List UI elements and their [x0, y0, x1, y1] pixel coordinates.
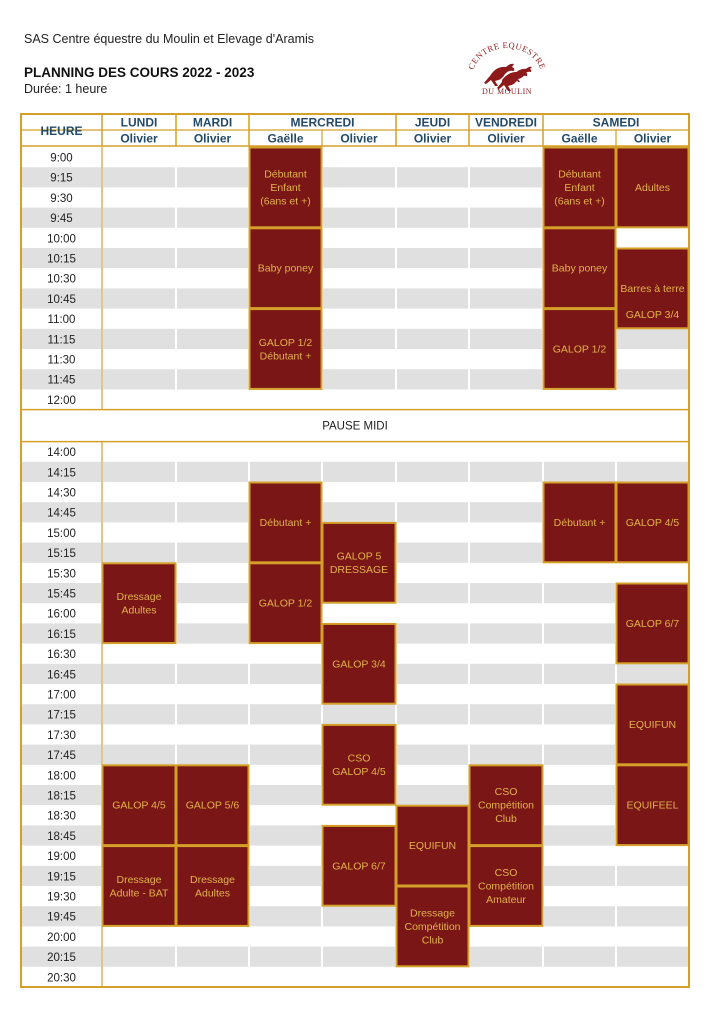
- time-label: 14:45: [47, 507, 76, 520]
- time-label: 10:00: [47, 233, 76, 246]
- instructor-name: Gaëlle: [561, 131, 598, 146]
- time-label: 18:45: [47, 830, 76, 843]
- time-label: 9:45: [50, 213, 73, 226]
- time-label: 17:45: [47, 750, 76, 763]
- hour-header: HEURE: [40, 124, 83, 138]
- time-label: 16:30: [47, 649, 76, 662]
- course-label: Barres à terre: [620, 282, 685, 295]
- course-label: GALOP 5/6: [185, 799, 240, 812]
- page-title: PLANNING DES COURS 2022 - 2023: [24, 65, 255, 80]
- course-label: (6ans et +): [260, 195, 311, 208]
- day-header: JEUDI: [414, 115, 451, 130]
- logo-top-text: CENTRE EQUESTRE: [465, 39, 549, 71]
- course-label: Débutant: [264, 168, 307, 181]
- time-label: 20:00: [47, 931, 76, 944]
- course-label: CSO: [494, 867, 518, 879]
- course-block: [177, 846, 249, 926]
- time-label: 15:30: [47, 568, 76, 581]
- instructor-name: Gaëlle: [267, 131, 304, 146]
- course-label: Compétition: [404, 920, 461, 933]
- pause-label: PAUSE MIDI: [322, 420, 388, 433]
- course-block: [103, 846, 176, 926]
- course-label: Adultes: [634, 181, 671, 194]
- time-label: 9:15: [50, 172, 73, 185]
- time-label: 19:30: [47, 891, 76, 904]
- course-label: Club: [421, 934, 444, 947]
- time-label: 14:00: [47, 447, 76, 460]
- time-label: 19:00: [47, 851, 76, 864]
- course-label: Adultes: [121, 604, 157, 617]
- time-label: 18:30: [47, 810, 76, 823]
- time-label: 12:00: [47, 394, 76, 407]
- course-block: [323, 523, 396, 603]
- instructor-name: Olivier: [413, 131, 452, 146]
- day-header: MERCREDI: [290, 115, 355, 130]
- course-label: CSO: [347, 752, 371, 765]
- instructor-name: Olivier: [120, 131, 158, 146]
- course-label: EQUIFEEL: [626, 799, 679, 812]
- course-label: Dressage: [116, 873, 162, 886]
- course-block: [250, 309, 322, 389]
- time-label: 9:00: [50, 152, 73, 165]
- course-label: GALOP 4/5: [625, 516, 680, 529]
- time-label: 14:15: [47, 467, 76, 480]
- course-label: GALOP 1/2: [552, 343, 607, 356]
- time-label: 14:30: [47, 487, 76, 500]
- course-label: GALOP 4/5: [112, 799, 166, 812]
- day-header: VENDREDI: [474, 115, 538, 130]
- course-block: [103, 563, 176, 643]
- time-label: 15:45: [47, 588, 76, 601]
- course-label: Compétition: [477, 799, 535, 812]
- course-label: Enfant: [564, 181, 595, 194]
- course-label: Baby poney: [257, 262, 314, 275]
- course-label: Débutant +: [553, 516, 606, 529]
- course-label: DRESSAGE: [329, 564, 389, 577]
- course-label: GALOP 6/7: [625, 617, 680, 630]
- time-label: 11:45: [47, 374, 76, 387]
- instructor-name: Olivier: [633, 131, 672, 146]
- course-label: Dressage: [116, 590, 162, 603]
- course-label: GALOP 6/7: [332, 860, 386, 873]
- company-name: SAS Centre équestre du Moulin et Elevage d'Aramis: [24, 32, 315, 46]
- course-label: Adulte - BAT: [109, 887, 169, 900]
- time-label: 20:30: [47, 972, 76, 985]
- day-header: MARDI: [192, 115, 233, 130]
- time-label: 16:00: [47, 608, 76, 621]
- time-label: 18:15: [47, 790, 76, 803]
- course-label: Baby poney: [551, 262, 608, 275]
- instructor-name: Olivier: [487, 131, 525, 146]
- time-label: 10:15: [47, 253, 76, 266]
- course-label: GALOP 3/4: [625, 309, 680, 321]
- time-label: 9:30: [50, 192, 73, 205]
- day-header: LUNDI: [120, 115, 158, 130]
- time-label: 16:45: [47, 669, 76, 682]
- course-label: EQUIFUN: [408, 840, 457, 853]
- day-header: SAMEDI: [592, 115, 640, 130]
- course-label: GALOP 5: [336, 550, 382, 563]
- course-label: Dressage: [190, 873, 235, 886]
- time-label: 17:30: [47, 729, 76, 742]
- instructor-name: Olivier: [340, 131, 378, 146]
- course-label: Débutant +: [259, 350, 312, 363]
- course-label: Dressage: [410, 907, 455, 920]
- afternoon-stripe: [21, 947, 689, 967]
- course-label: EQUIFUN: [628, 718, 677, 731]
- course-block: [323, 725, 396, 805]
- course-label: Adultes: [194, 887, 231, 900]
- duration-label: Durée: 1 heure: [24, 82, 108, 96]
- time-label: 11:30: [47, 354, 76, 367]
- course-label: CSO: [494, 786, 518, 799]
- course-label: (6ans et +): [554, 195, 605, 208]
- course-label: GALOP 1/2: [258, 597, 313, 610]
- time-label: 15:00: [47, 527, 76, 540]
- course-label: Enfant: [270, 181, 301, 194]
- logo-bottom-text: DU MOULIN: [481, 87, 533, 96]
- course-label: GALOP 3/4: [332, 658, 386, 671]
- afternoon-stripe: [21, 704, 689, 724]
- time-label: 20:15: [47, 952, 76, 965]
- time-label: 19:45: [47, 911, 76, 924]
- time-label: 17:00: [47, 689, 76, 702]
- time-label: 17:15: [47, 709, 76, 722]
- time-label: 18:00: [47, 770, 76, 783]
- instructor-name: Olivier: [193, 131, 232, 146]
- course-label: GALOP 1/2: [258, 336, 313, 349]
- time-label: 19:15: [47, 871, 76, 884]
- course-label: Club: [495, 813, 517, 826]
- course-label: GALOP 4/5: [332, 766, 386, 779]
- course-label: Compétition: [477, 880, 535, 893]
- time-label: 10:30: [47, 273, 76, 286]
- course-label: Amateur: [486, 894, 526, 906]
- afternoon-stripe: [21, 462, 689, 482]
- course-label: Débutant: [558, 168, 601, 181]
- time-label: 15:15: [47, 548, 76, 561]
- time-label: 10:45: [47, 293, 76, 306]
- time-label: 11:15: [47, 334, 76, 347]
- time-label: 11:00: [47, 314, 76, 327]
- time-label: 16:15: [47, 628, 76, 641]
- course-label: Débutant +: [259, 516, 312, 529]
